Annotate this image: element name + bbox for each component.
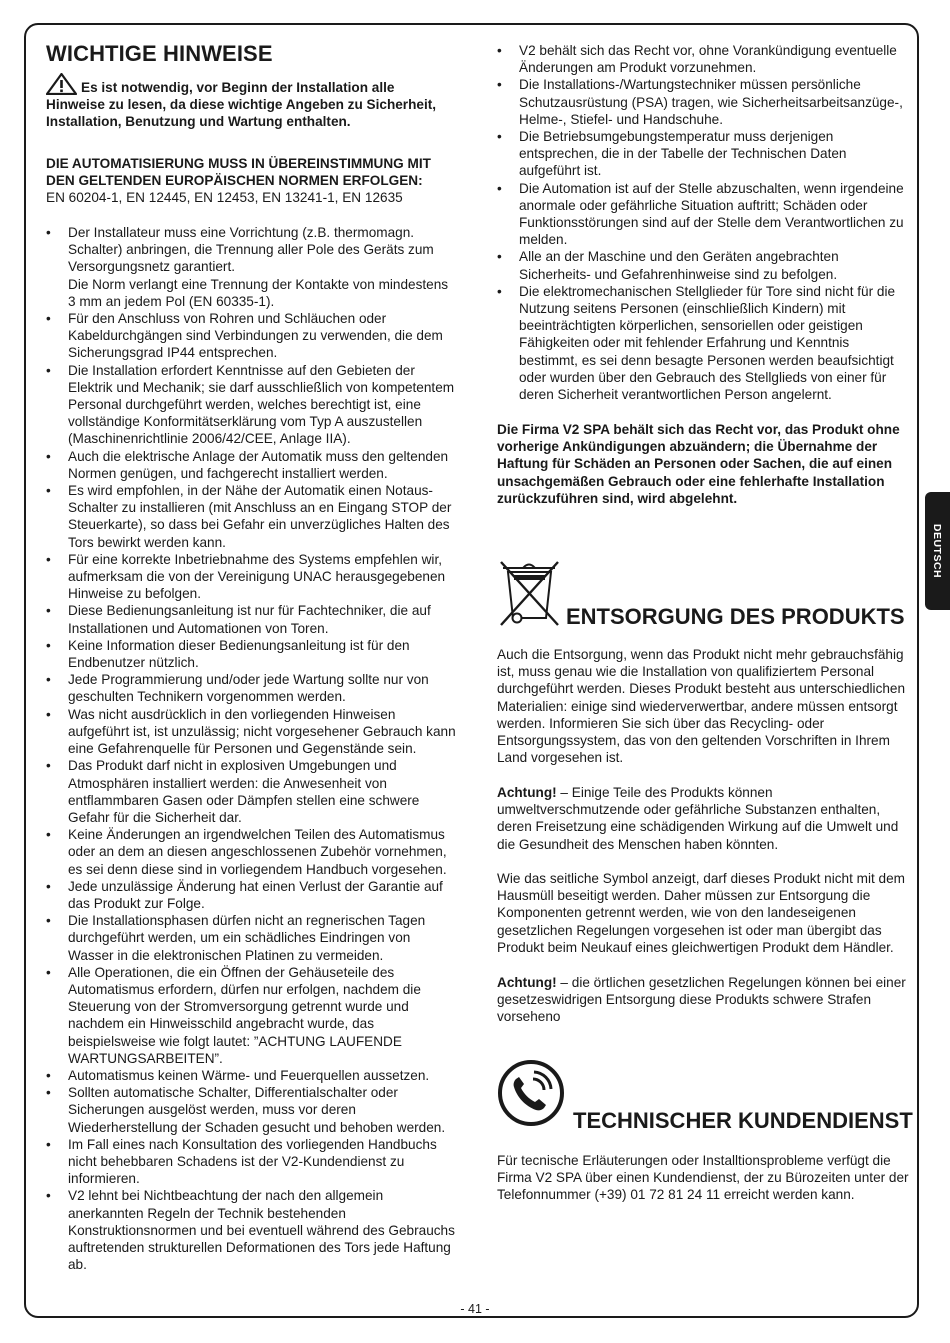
left-bullet-item: • Die Installationsphasen dürfen nicht an regnerischen Tagen durchgeführt werden, um ein schädliches Eindringen von Wasser in die elektronischen Platinen zu vermeiden. — [46, 912, 456, 964]
left-bullet-item: • Für den Anschluss von Rohren und Schläuchen oder Kabeldurchgängen sind Verbindungen zu verwenden, die dem Sicherungsgrad IP44 entsprechen. — [46, 310, 456, 362]
warning-intro-text: Es ist notwendig, vor Beginn der Installation alle Hinweise zu lesen, da diese wichtige Angeben zu Sicherheit, Installation, Benutzung und Wartung enthalten. — [46, 80, 437, 130]
left-bullet-item: • Sollten automatische Schalter, Differentialschalter oder Sicherungen ausgelöst werden, muss vor deren Wiederherstellung der Schaden gesucht und behoben werden. — [46, 1084, 456, 1136]
crossed-out-wheelie-bin-icon — [497, 558, 562, 628]
left-bullet-item: • Jede unzulässige Änderung hat einen Verlust der Garantie auf das Produkt zur Folge. — [46, 878, 456, 912]
attention-label: Achtung! — [497, 975, 557, 990]
service-text: Für tecnische Erläuterungen oder Installtionsprobleme verfügt die Firma V2 SPA über einen Kundendienst, der zu Bürozeiten unter der Telefonnummer (+39) 01 72 81 24 11 erreicht werden kann. — [497, 1153, 909, 1203]
left-bullet-item: • Das Produkt darf nicht in explosiven Umgebungen und Atmosphären installiert werden: die Anwesenheit von entflammbaren Gasen oder Dämpfen stellen eine schwere Gefahr für die Sicherheit dar. — [46, 757, 456, 826]
disposal-paragraph-4: Achtung! – die örtlichen gesetzlichen Regelungen können bei einer gesetzeswidrigen Entsorgung diese Produkts schwere Strafen vorseheno — [497, 975, 906, 1025]
left-bullet-item: • Automatismus keinen Wärme- und Feuerquellen aussetzen. — [46, 1067, 456, 1084]
left-bullet-list — [46, 224, 456, 1273]
left-bullet-item: • V2 lehnt bei Nichtbeachtung der nach den allgemein anerkannten Regeln der Technik bestehenden Konstruktionsnormen und bei eventuell während des Gebrauchs auftretenden strukturellen Deformationen des Tors jede Haftung ab. — [46, 1187, 456, 1273]
left-bullet-item: • Es wird empfohlen, in der Nähe der Automatik einen Notaus-Schalter zu installieren (mit Anschluss an en Eingang STOP der Steuerkarte), so dass bei Gefahr ein unverzügliches Halten des Tors bewirkt werden kann. — [46, 482, 456, 551]
language-tab-label: DEUTSCH — [931, 523, 943, 579]
language-tab — [925, 492, 950, 610]
disposal-paragraph-1: Auch die Entsorgung, wenn das Produkt nicht mehr gebrauchsfähig ist, muss genau wie die Installation von qualifiziertem Personal durchgeführt werden. Dieses Produkt besteht aus unterschiedlichen Materialien: einige sind wiederverwertbar, andere müssen entsorgt werden. Informieren Sie sich über das Recycling- oder Entsorgungssystem, das von den geltenden Vorschriften in Ihrem Land vorgesehen ist. — [497, 647, 906, 766]
left-bullet-item: • Keine Information dieser Bedienungsanleitung ist für den Endbenutzer nützlich. — [46, 637, 456, 671]
left-bullet-item: • Für eine korrekte Inbetriebnahme des Systems empfehlen wir, aufmerksam die von der Vereinigung UNAC herausgegebenen Hinweise zu befolgen. — [46, 551, 456, 603]
left-bullet-item: • Im Fall eines nach Konsultation des vorliegenden Handbuchs nicht behebbaren Schadens ist der V2-Kundendienst zu informieren. — [46, 1136, 456, 1188]
right-bullet-list — [497, 42, 909, 403]
norms-heading: DIE AUTOMATISIERUNG MUSS IN ÜBEREINSTIMMUNG MIT DEN GELTENDEN EUROPÄISCHEN NORMEN ERFOLGEN: — [46, 156, 431, 189]
right-bullet-item: • Die Installations-/Wartungstechniker müssen persönliche Schutzausrüstung (PSA) tragen, wie Sicherheitsarbeitsanzüge-, Helme-, Stiefel- und Handschuhe. — [497, 76, 909, 128]
disposal-heading: ENTSORGUNG DES PRODUKTS — [566, 604, 905, 629]
left-bullet-item: • Diese Bedienungsanleitung ist nur für Fachtechniker, die auf Installationen und Automationen von Toren. — [46, 602, 456, 636]
attention-label: Achtung! — [497, 785, 557, 800]
left-bullet-item: • Auch die elektrische Anlage der Automatik muss den geltenden Normen genügen, und fachgerecht installiert werden. — [46, 448, 456, 482]
norms-list: EN 60204-1, EN 12445, EN 12453, EN 13241-1, EN 12635 — [46, 190, 403, 205]
left-bullet-item: • Die Installation erfordert Kenntnisse auf den Gebieten der Elektrik und Mechanik; sie darf ausschließlich von kompetentem Personal durchgeführt werden, welches berechtigt ist, eine vollständige Konformitätserklärung vom Typ A auszustellen (Maschinenrichtlinie 2006/42/CEE, Anlage IIA). — [46, 362, 456, 448]
right-bullet-item: • Alle an der Maschine und den Geräten angebrachten Sicherheits- und Gefahrenhinweise sind zu befolgen. — [497, 248, 909, 282]
right-bullet-item: • V2 behält sich das Recht vor, ohne Vorankündigung eventuelle Änderungen am Produkt vorzunehmen. — [497, 42, 909, 76]
right-bullet-item: • Die elektromechanischen Stellglieder für Tore sind nicht für die Nutzung seitens Personen (einschließlich Kindern) mit beeinträchtigten körperlichen, sensoriellen oder geistigen Fähigkeiten oder mit fehlender Erfahrung und Kenntnis bestimmt, es sei denn besagte Personen werden beaufsichtigt oder wurden über den Gebrauch des Stellglieds von einer für deren Sicherheit verantwortlichen Person angelernt. — [497, 283, 909, 403]
left-bullet-item: • Keine Änderungen an irgendwelchen Teilen des Automatismus oder an dem an diesen angeschlossenen Zubehör vornehmen, es sei denn diese sind in vorliegendem Handbuch vorgesehen. — [46, 826, 456, 878]
page-title: WICHTIGE HINWEISE — [46, 41, 273, 66]
service-heading: TECHNISCHER KUNDENDIENST — [573, 1108, 913, 1133]
right-bullet-item: • Die Betriebsumgebungstemperatur muss derjenigen entsprechen, die in der Tabelle der Technischen Daten aufgeführt ist. — [497, 128, 909, 180]
page-number: - 41 - — [460, 1302, 490, 1316]
left-bullet-item: • Der Installateur muss eine Vorrichtung (z.B. thermomagn. Schalter) anbringen, die Trennung aller Pole des Geräts zum Versorgungsnetz garantiert. Die Norm verlangt eine Trennung der Kontakte von mindestens 3 mm an jedem Pol (EN 60335-1). — [46, 224, 456, 310]
right-bullet-item: • Die Automation ist auf der Stelle abzuschalten, wenn irgendeine anormale oder gefährliche Situation auftritt; Schäden oder Funktionsstörungen sind auf der Stelle dem Verantwortlichen zu melden. — [497, 180, 909, 249]
left-bullet-item: • Was nicht ausdrücklich in den vorliegenden Hinweisen aufgeführt ist, ist unzulässig; nicht vorgesehener Gebrauch kann eine Gefahrenquelle für Personen und Gegenstände sein. — [46, 706, 456, 758]
phone-support-icon — [497, 1059, 565, 1127]
liability-notice: Die Firma V2 SPA behält sich das Recht vor, das Produkt ohne vorherige Ankündigungen abzuändern; die Übernahme der Haftung für Schäden an Personen oder Sachen, die auf einen unsachgemäßen Gebrauch oder eine fehlerhafte Installation zurückzuführen sind, wird abgelehnt. — [497, 422, 900, 506]
left-bullet-item: • Jede Programmierung und/oder jede Wartung sollte nur von geschulten Technikern vorgenommen werden. — [46, 671, 456, 705]
left-bullet-item: • Alle Operationen, die ein Öffnen der Gehäuseteile des Automatismus erfordern, dürfen nur erfolgen, nachdem die Steuerung von der Stromversorgung getrennt wurde und nachdem ein Hinweisschild angebracht wurde, das beispielsweise wie folgt lautet: ”ACHTUNG LAUFENDE WARTUNGSARBEITEN”. — [46, 964, 456, 1067]
disposal-paragraph-3: Wie das seitliche Symbol anzeigt, darf dieses Produkt nicht mit dem Hausmüll beseitigt werden. Daher müssen zur Entsorgung die Komponenten getrennt werden, wie von den landeseigenen gesetzlichen Regelungen vorgesehen ist oder man übergibt das Produkt beim Neukauf eines gleichwertigen Produkt dem Händler. — [497, 871, 905, 955]
disposal-paragraph-2: Achtung! – Einige Teile des Produkts können umweltverschmutzende oder gefährliche Substanzen enthalten, deren Freisetzung eine schädigenden Wirkung auf die Umwelt und die Gesundheit des Menschen haben könnten. — [497, 785, 899, 852]
warning-triangle-icon — [46, 73, 77, 95]
warning-intro — [46, 73, 456, 131]
